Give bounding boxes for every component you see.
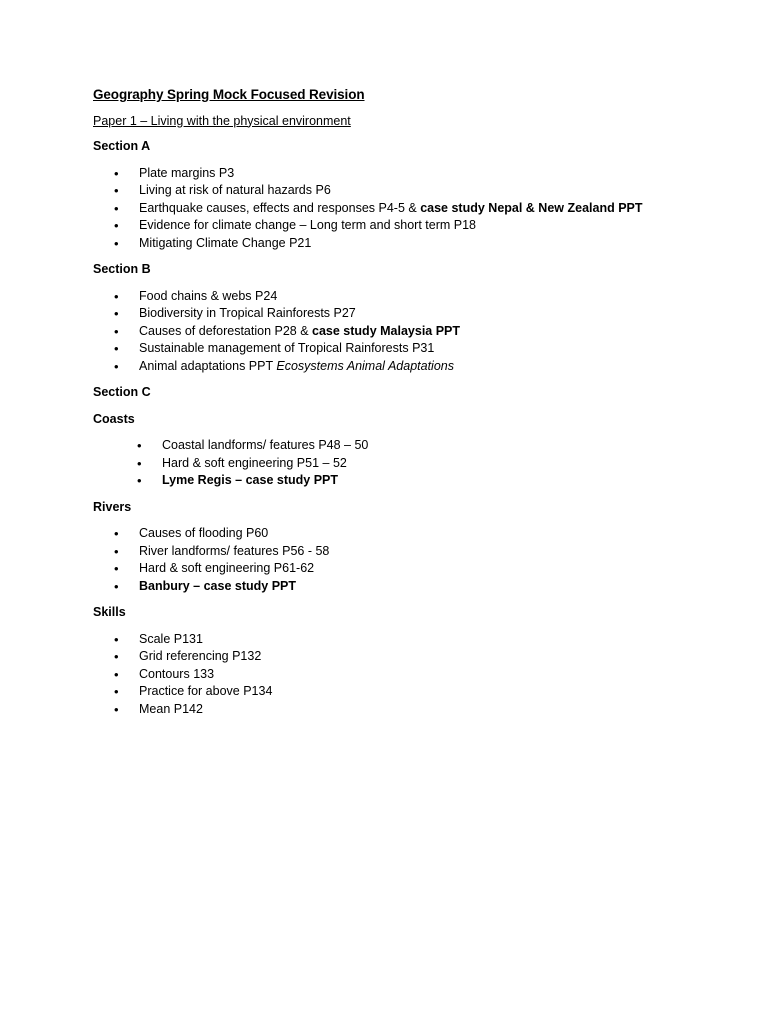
list-item: • Earthquake causes, effects and responses P4-5 & case study Nepal & New Zealand PPT [93, 200, 713, 218]
list-item: • Plate margins P3 [93, 165, 713, 183]
list-item: • Mitigating Climate Change P21 [93, 235, 713, 253]
coasts-heading: Coasts [93, 411, 135, 426]
list-item: • Hard & soft engineering P51 – 52 [93, 455, 713, 473]
coasts-list [93, 437, 713, 490]
list-item: • River landforms/ features P56 - 58 [93, 543, 713, 561]
section-a-heading: Section A [93, 139, 151, 153]
list-item: • Sustainable management of Tropical Rainforests P31 [93, 340, 713, 358]
list-item: • Causes of deforestation P28 & case study Malaysia PPT [93, 323, 713, 341]
list-item: • Causes of flooding P60 [93, 525, 713, 543]
section-a-list [93, 165, 713, 253]
list-item: • Biodiversity in Tropical Rainforests P27 [93, 305, 713, 323]
document-page [93, 86, 713, 727]
list-item: • Banbury – case study PPT [93, 578, 713, 596]
list-item: • Mean P142 [93, 701, 713, 719]
section-c-heading: Section C [93, 385, 151, 399]
section-b-list [93, 288, 713, 376]
list-item: • Lyme Regis – case study PPT [93, 472, 713, 490]
list-item: • Practice for above P134 [93, 683, 713, 701]
document-title: Geography Spring Mock Focused Revision [93, 87, 365, 102]
list-item: • Animal adaptations PPT Ecosystems Animal Adaptations [93, 358, 713, 376]
rivers-heading: Rivers [93, 499, 132, 514]
rivers-list [93, 525, 713, 595]
list-item: • Living at risk of natural hazards P6 [93, 182, 713, 200]
skills-heading: Skills [93, 605, 126, 619]
paper-heading: Paper 1 – Living with the physical environment [93, 113, 351, 128]
list-item: • Coastal landforms/ features P48 – 50 [93, 437, 713, 455]
list-item: • Contours 133 [93, 666, 713, 684]
list-item: • Scale P131 [93, 631, 713, 649]
list-item: • Food chains & webs P24 [93, 288, 713, 306]
skills-list [93, 631, 713, 719]
list-item: • Grid referencing P132 [93, 648, 713, 666]
section-b-heading: Section B [93, 262, 151, 276]
list-item: • Hard & soft engineering P61-62 [93, 560, 713, 578]
list-item: • Evidence for climate change – Long term and short term P18 [93, 217, 713, 235]
